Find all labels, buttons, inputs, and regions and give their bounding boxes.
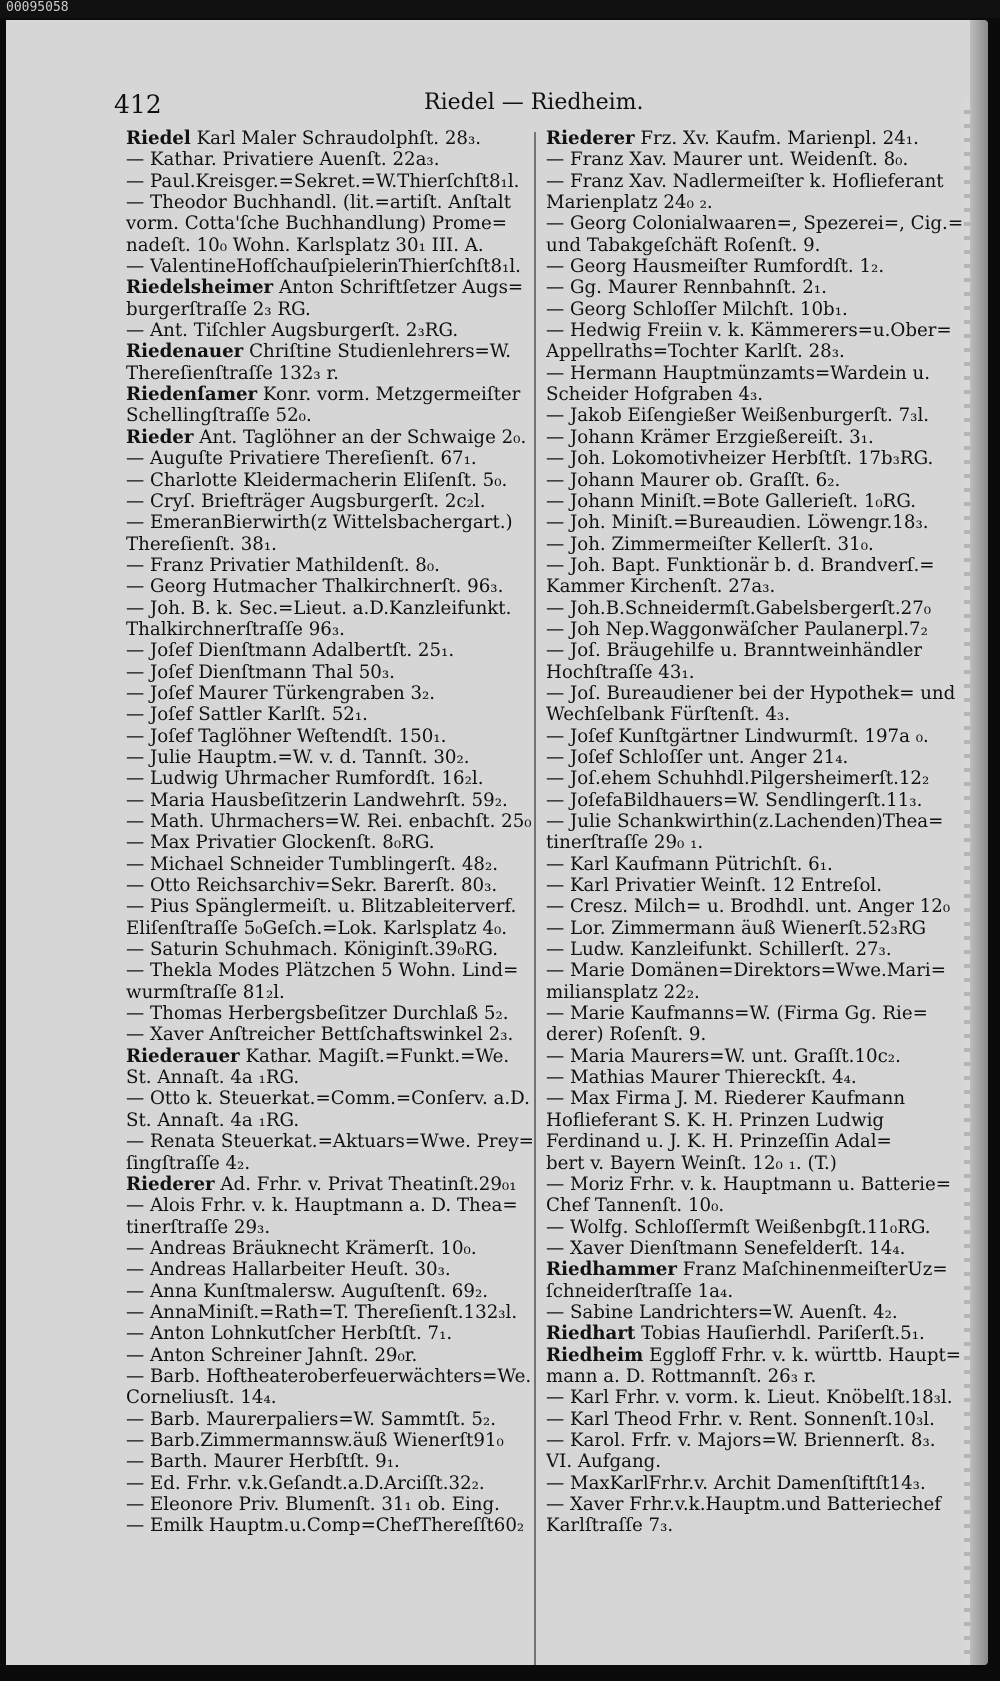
entry-text: — Joh. Lokomotivheizer Herbſtſt. 17b₃RG. — [546, 448, 934, 470]
directory-entry-line — [126, 832, 541, 853]
entry-text: Schellingſtraſſe 52₀. — [126, 405, 312, 427]
entry-text: — Johann Krämer Erzgießereiſt. 3₁. — [546, 426, 874, 448]
directory-entry-line — [126, 576, 541, 597]
entry-text: — Hedwig Freiin v. k. Kämmerers=u.Ober= — [546, 320, 952, 342]
directory-entry-line — [126, 896, 541, 917]
directory-entry-line — [546, 512, 966, 533]
directory-entry-line — [126, 1003, 541, 1024]
directory-entry-line — [546, 299, 966, 320]
entry-text: — ValentineHofſchauſpielerinThierſchſt8₁l. — [126, 256, 521, 278]
directory-entry-line — [546, 470, 966, 491]
directory-entry-line — [546, 128, 966, 149]
directory-page — [6, 20, 988, 1665]
directory-entry-line — [546, 939, 966, 960]
directory-entry-line — [546, 1302, 966, 1323]
entry-text: — Marie Domänen=Direktors=Wwe.Mari= — [546, 960, 946, 982]
entry-text: — Joſ. Bräugehilfe u. Branntweinhändler — [546, 640, 923, 662]
entry-text: — Andreas Hallarbeiter Heuſt. 30₃. — [126, 1259, 451, 1281]
directory-entry-line — [546, 982, 966, 1003]
directory-entry-line — [546, 1110, 966, 1131]
entry-text: — Joſef Dienſtmann Adalbertſt. 25₁. — [126, 640, 455, 662]
directory-entry-line — [126, 1281, 541, 1302]
directory-entry-line — [546, 149, 966, 170]
entry-text: burgerſtraſſe 2₃ RG. — [126, 298, 311, 320]
right-column — [546, 128, 966, 1537]
entry-text: — Karl Privatier Weinſt. 12 Entreſol. — [546, 875, 882, 897]
entry-text: Marienplatz 24₀ ₂. — [546, 192, 713, 214]
directory-entry-line — [546, 1067, 966, 1088]
directory-entry-line — [126, 811, 541, 832]
entry-text: — Ludwig Uhrmacher Rumfordſt. 16₂l. — [126, 768, 484, 790]
directory-entry-line — [546, 213, 966, 234]
entry-text: — Maria Hausbeſitzerin Landwehrſt. 59₂. — [126, 789, 508, 811]
directory-entry-line — [126, 982, 541, 1003]
surname-heading: Riederer — [546, 128, 635, 149]
directory-entry-line — [546, 1024, 966, 1045]
directory-entry-line — [126, 1430, 541, 1451]
entry-text: Chef Tannenſt. 10₀. — [546, 1195, 725, 1217]
entry-text: — Franz Xav. Nadlermeiſter k. Hoflieferant — [546, 170, 944, 192]
directory-entry-line — [546, 598, 966, 619]
surname-heading: Riederer — [126, 1173, 215, 1195]
directory-entry-line — [546, 1323, 966, 1344]
surname-heading: Riedel — [126, 128, 191, 149]
scan-id: 00095058 — [6, 0, 69, 15]
entry-text: — Karl Kaufmann Pütrichſt. 6₁. — [546, 853, 833, 875]
directory-entry-line — [126, 726, 541, 747]
entry-text: — Saturin Schuhmach. Königinſt.39₀RG. — [126, 939, 498, 961]
directory-entry-line — [546, 448, 966, 469]
directory-entry-line — [546, 384, 966, 405]
directory-entry-line — [126, 405, 541, 426]
directory-entry-line — [546, 1003, 966, 1024]
entry-text: — Auguſte Privatiere Thereſienſt. 67₁. — [126, 448, 477, 470]
directory-entry-line — [546, 320, 966, 341]
entry-text: Karlſtraſſe 7₃. — [546, 1515, 674, 1537]
entry-text: wurmſtraſſe 81₂l. — [126, 981, 285, 1003]
entry-text: — Anna Kunſtmalersw. Auguſtenſt. 69₂. — [126, 1280, 489, 1302]
surname-heading: Riedhart — [546, 1323, 636, 1345]
running-head: Riedel — Riedheim. — [424, 90, 644, 115]
directory-entry-line — [126, 213, 541, 234]
directory-entry-line — [546, 960, 966, 981]
entry-text: Frz. Xv. Kaufm. Marienpl. 24₁. — [640, 128, 919, 149]
entry-text: — AnnaMiniſt.=Rath=T. Thereſienſt.132₃l. — [126, 1301, 518, 1323]
entry-text: — Thomas Herbergsbeſitzer Durchlaß 5₂. — [126, 1003, 509, 1025]
entry-text: — Michael Schneider Tumblingerſt. 48₂. — [126, 853, 499, 875]
directory-entry-line — [126, 235, 541, 256]
entry-text: VI. Aufgang. — [546, 1451, 662, 1473]
directory-entry-line — [546, 405, 966, 426]
entry-text: tinerſtraſſe 29₃. — [126, 1216, 271, 1238]
entry-text: Tobias Hauſierhdl. Pariſerſt.5₁. — [641, 1323, 925, 1345]
directory-entry-line — [126, 363, 541, 384]
entry-text: — Joh.B.Schneidermſt.Gabelsbergerſt.27₀ — [546, 597, 932, 619]
entry-text: — Joſef Dienſtmann Thal 50₃. — [126, 661, 395, 683]
entry-text: — EmeranBierwirth(z Wittelsbachergart.) — [126, 512, 513, 534]
directory-entry-line — [126, 1302, 541, 1323]
entry-text: — Xaver Dienſtmann Senefelderſt. 14₄. — [546, 1237, 906, 1259]
entry-text: — Eleonore Priv. Blumenſt. 31₁ ob. Eing. — [126, 1494, 500, 1515]
entry-text: — Georg Hutmacher Thalkirchnerſt. 96₃. — [126, 576, 504, 598]
entry-text: — Cresz. Milch= u. Brodhdl. unt. Anger 12₀ — [546, 896, 951, 918]
directory-entry-line — [546, 896, 966, 917]
surname-heading: Riederauer — [126, 1045, 240, 1067]
entry-text: — Max Firma J. M. Riederer Kaufmann — [546, 1088, 906, 1110]
directory-entry-line — [126, 512, 541, 533]
directory-entry-line — [546, 1451, 966, 1472]
entry-text: derer) Roſenſt. 9. — [546, 1024, 707, 1046]
directory-entry-line — [126, 277, 541, 298]
entry-text: St. Annaſt. 4a ₁RG. — [126, 1109, 300, 1131]
directory-entry-line — [546, 555, 966, 576]
directory-entry-line — [126, 960, 541, 981]
entry-text: — Franz Privatier Mathildenſt. 8₀. — [126, 554, 440, 576]
entry-text: — Lor. Zimmermann äuß Wienerſt.52₃RG — [546, 917, 927, 939]
directory-entry-line — [546, 768, 966, 789]
book-spine — [970, 20, 988, 1665]
entry-text: Corneliusſt. 14₄. — [126, 1387, 277, 1409]
directory-entry-line — [546, 619, 966, 640]
directory-entry-line — [126, 1366, 541, 1387]
entry-text: — Johann Miniſt.=Bote Gallerieſt. 1₀RG. — [546, 490, 917, 512]
entry-text: Wechſelbank Fürſtenſt. 4₃. — [546, 704, 790, 726]
entry-text: — Xaver Anſtreicher Bettſchaftswinkel 2₃. — [126, 1024, 514, 1046]
entry-text: — Joſef Schloſſer unt. Anger 21₄. — [546, 746, 849, 768]
directory-entry-line — [546, 171, 966, 192]
directory-entry-line — [546, 1473, 966, 1494]
directory-entry-line — [126, 768, 541, 789]
directory-entry-line — [546, 534, 966, 555]
entry-text: — Karl Frhr. v. vorm. k. Lieut. Knöbelſt.18₃l. — [546, 1387, 953, 1409]
entry-text: — Maria Maurers=W. unt. Graſſt.10c₂. — [546, 1045, 901, 1067]
entry-text: — Joſef Maurer Türkengraben 3₂. — [126, 682, 436, 704]
entry-text: — Renata Steuerkat.=Aktuars=Wwe. Prey= — [126, 1131, 534, 1153]
entry-text: Hoflieferant S. K. H. Prinzen Ludwig — [546, 1109, 885, 1131]
entry-text: Kathar. Magiſt.=Funkt.=We. — [245, 1045, 510, 1067]
entry-text: — Georg Hausmeiſter Rumfordſt. 1₂. — [546, 256, 885, 278]
directory-entry-line — [126, 256, 541, 277]
directory-entry-line — [546, 875, 966, 896]
directory-entry-line — [546, 854, 966, 875]
directory-entry-line — [546, 790, 966, 811]
surname-heading: Rieder — [126, 426, 194, 448]
entry-text: — Pius Spänglermeiſt. u. Blitzableiterverf. — [126, 896, 517, 918]
directory-entry-line — [126, 491, 541, 512]
directory-entry-line — [126, 1217, 541, 1238]
entry-text: — Ant. Tiſchler Augsburgerſt. 2₃RG. — [126, 320, 459, 342]
directory-entry-line — [546, 1494, 966, 1515]
entry-text: — Joh. Zimmermeiſter Kellerſt. 31₀. — [546, 533, 874, 555]
directory-entry-line — [126, 704, 541, 725]
entry-text: ſchneiderſtraſſe 1a₄. — [546, 1280, 734, 1302]
entry-text: — Hermann Hauptmünzamts=Wardein u. — [546, 362, 931, 384]
directory-entry-line — [126, 1067, 541, 1088]
directory-entry-line — [126, 1195, 541, 1216]
directory-entry-line — [126, 1345, 541, 1366]
directory-entry-line — [546, 363, 966, 384]
directory-entry-line — [126, 1174, 541, 1195]
entry-text: — Xaver Frhr.v.k.Hauptm.und Batteriechef — [546, 1494, 941, 1515]
entry-text: und Tabakgeſchäft Roſenſt. 9. — [546, 234, 821, 256]
entry-text: — Joſef Taglöhner Weſtendſt. 150₁. — [126, 725, 447, 747]
entry-text: nadeſt. 10₀ Wohn. Karlsplatz 30₁ III. A. — [126, 234, 484, 256]
entry-text: — Julie Hauptm.=W. v. d. Tannſt. 30₂. — [126, 746, 470, 768]
directory-entry-line — [126, 320, 541, 341]
scanner-strip — [0, 0, 1000, 18]
surname-heading: Riedelsheimer — [126, 277, 274, 299]
directory-entry-line — [126, 149, 541, 170]
entry-text: Franz MaſchinenmeiſterUz= — [682, 1259, 948, 1281]
directory-entry-line — [546, 683, 966, 704]
directory-entry-line — [546, 1259, 966, 1280]
entry-text: — Johann Maurer ob. Graſſt. 6₂. — [546, 469, 841, 491]
page-number: 412 — [114, 90, 162, 119]
entry-text: Anton Schriftſetzer Augs= — [278, 277, 524, 299]
entry-text: — Ed. Frhr. v.k.Geſandt.a.D.Arciſſt.32₂. — [126, 1472, 485, 1494]
entry-text: Hochſtraſſe 43₁. — [546, 661, 695, 683]
directory-entry-line — [546, 1195, 966, 1216]
directory-entry-line — [126, 640, 541, 661]
entry-text: — Theodor Buchhandl. (lit.=artiſt. Anſtalt — [126, 192, 512, 214]
entry-text: — Joſ. Bureaudiener bei der Hypothek= und — [546, 682, 956, 704]
directory-entry-line — [546, 1131, 966, 1152]
directory-entry-line — [126, 1024, 541, 1045]
entry-text: — MaxKarlFrhr.v. Archit Damenſtiftſt14₃. — [546, 1472, 926, 1494]
entry-text: — Barb. Maurerpaliers=W. Sammtſt. 5₂. — [126, 1408, 496, 1430]
entry-text: — Joh. Bapt. Funktionär b. d. Brandverſ.= — [546, 554, 935, 576]
entry-text: Thereſienſtraſſe 132₃ r. — [126, 362, 339, 384]
entry-text: — Anton Lohnkutſcher Herbſtſt. 7₁. — [126, 1323, 453, 1345]
directory-entry-line — [546, 1345, 966, 1366]
entry-text: — JoſefaBildhauers=W. Sendlingerſt.11₃. — [546, 789, 923, 811]
entry-text: — Max Privatier Glockenſt. 8₀RG. — [126, 832, 435, 854]
directory-entry-line — [546, 1046, 966, 1067]
directory-entry-line — [546, 427, 966, 448]
directory-entry-line — [126, 1387, 541, 1408]
directory-entry-line — [126, 1238, 541, 1259]
directory-entry-line — [546, 640, 966, 661]
entry-text: Kammer Kirchenſt. 27a₃. — [546, 576, 776, 598]
entry-text: — Gg. Maurer Rennbahnſt. 2₁. — [546, 277, 827, 299]
entry-text: — Karol. Frfr. v. Majors=W. Briennerſt. 8₃. — [546, 1429, 936, 1451]
directory-entry-line — [126, 341, 541, 362]
entry-text: — Franz Xav. Maurer unt. Weidenſt. 8₀. — [546, 149, 909, 171]
entry-text: ſingſtraſſe 4₂. — [126, 1152, 251, 1174]
entry-text: — Barb.Zimmermannsw.äuß Wienerſt91₀ — [126, 1429, 504, 1451]
directory-entry-line — [126, 1494, 541, 1515]
directory-entry-line — [546, 235, 966, 256]
directory-entry-line — [126, 1323, 541, 1344]
directory-entry-line — [126, 192, 541, 213]
entry-text: Eggloff Frhr. v. k. württb. Haupt= — [649, 1344, 962, 1366]
entry-text: — Moriz Frhr. v. k. Hauptmann u. Batterie= — [546, 1173, 952, 1195]
surname-heading: Riedenauer — [126, 341, 244, 363]
entry-text: Appellraths=Tochter Karlſt. 28₃. — [546, 341, 845, 363]
surname-heading: Riedenſamer — [126, 384, 258, 406]
entry-text: — Cryſ. Briefträger Augsburgerſt. 2c₂l. — [126, 490, 486, 512]
entry-text: — Otto k. Steuerkat.=Comm.=Conſerv. a.D. — [126, 1088, 530, 1110]
entry-text: — Mathias Maurer Thiereckſt. 4₄. — [546, 1067, 857, 1089]
entry-text: miliansplatz 22₂. — [546, 981, 700, 1003]
directory-entry-line — [126, 470, 541, 491]
directory-entry-line — [126, 1451, 541, 1472]
entry-text: — Julie Schankwirthin(z.Lachenden)Thea= — [546, 811, 944, 832]
surname-heading: Riedhammer — [546, 1259, 677, 1281]
directory-entry-line — [546, 811, 966, 832]
entry-text: Konr. vorm. Metzgermeiſter — [262, 384, 521, 406]
directory-entry-line — [546, 277, 966, 298]
directory-entry-line — [126, 534, 541, 555]
directory-entry-line — [126, 171, 541, 192]
directory-entry-line — [546, 1281, 966, 1302]
directory-entry-line — [546, 576, 966, 597]
directory-entry-line — [126, 299, 541, 320]
directory-entry-line — [126, 875, 541, 896]
entry-text: Karl Maler Schraudolphſt. 28₃. — [196, 128, 482, 149]
directory-entry-line — [126, 598, 541, 619]
entry-text: Ferdinand u. J. K. H. Prinzeſſin Adal= — [546, 1131, 892, 1153]
entry-text: — Anton Schreiner Jahnſt. 29₀r. — [126, 1344, 418, 1366]
directory-entry-line — [126, 1259, 541, 1280]
entry-text: — Alois Frhr. v. k. Hauptmann a. D. Thea= — [126, 1195, 518, 1217]
directory-entry-line — [126, 619, 541, 640]
directory-entry-line — [546, 1153, 966, 1174]
entry-text: bert v. Bayern Weinſt. 12₀ ₁. (T.) — [546, 1152, 837, 1174]
page-header — [114, 90, 948, 124]
entry-text: — Kathar. Privatiere Auenſt. 22a₃. — [126, 149, 440, 171]
directory-entry-line — [546, 1430, 966, 1451]
entry-text: — Joſ.ehem Schuhhdl.Pilgersheimerſt.12₂ — [546, 768, 930, 790]
entry-text: — Joſef Kunſtgärtner Lindwurmſt. 197a ₀. — [546, 725, 929, 747]
directory-entry-line — [126, 128, 541, 149]
directory-entry-line — [546, 1366, 966, 1387]
entry-text: — Ludw. Kanzleifunkt. Schillerſt. 27₃. — [546, 939, 892, 961]
entry-text: — Emilk Hauptm.u.Comp=ChefThereſſt60₂ — [126, 1515, 525, 1537]
directory-entry-line — [126, 1153, 541, 1174]
entry-text: Ad. Frhr. v. Privat Theatinſt.29₀₁ — [220, 1173, 517, 1195]
entry-text: — Joh. Miniſt.=Bureaudien. Löwengr.18₃. — [546, 512, 929, 534]
directory-entry-line — [126, 747, 541, 768]
directory-entry-line — [546, 256, 966, 277]
directory-entry-line — [126, 918, 541, 939]
entry-text: vorm. Cotta'ſche Buchhandlung) Prome= — [126, 213, 508, 235]
directory-entry-line — [546, 1217, 966, 1238]
entry-text: — Georg Colonialwaaren=, Spezerei=, Cig.= — [546, 213, 964, 235]
directory-entry-line — [546, 1238, 966, 1259]
directory-entry-line — [126, 1131, 541, 1152]
directory-entry-line — [126, 1110, 541, 1131]
entry-text: Eliſenſtraſſe 5₀Geſch.=Lok. Karlsplatz 4₀. — [126, 917, 508, 939]
entry-text: tinerſtraſſe 29₀ ₁. — [546, 832, 704, 854]
directory-entry-line — [546, 1387, 966, 1408]
directory-entry-line — [546, 662, 966, 683]
entry-text: St. Annaſt. 4a ₁RG. — [126, 1067, 300, 1089]
directory-entry-line — [546, 341, 966, 362]
directory-entry-line — [126, 854, 541, 875]
directory-entry-line — [546, 491, 966, 512]
directory-entry-line — [546, 1409, 966, 1430]
directory-entry-line — [126, 448, 541, 469]
entry-text: — Joſef Sattler Karlſt. 52₁. — [126, 704, 368, 726]
entry-text: — Joh Nep.Waggonwäſcher Paulanerpl.7₂ — [546, 618, 928, 640]
directory-entry-line — [126, 662, 541, 683]
entry-text: — Andreas Bräuknecht Krämerſt. 10₀. — [126, 1237, 477, 1259]
left-column — [126, 128, 541, 1537]
entry-text: — Paul.Kreisger.=Sekret.=W.Thierſchſt8₁l. — [126, 170, 520, 192]
entry-text: — Barb. Hoftheateroberfeuerwächters=We. — [126, 1365, 532, 1387]
entry-text: — Otto Reichsarchiv=Sekr. Barerſt. 80₃. — [126, 875, 498, 897]
entry-text: Scheider Hofgraben 4₃. — [546, 384, 764, 406]
directory-entry-line — [546, 1515, 966, 1536]
directory-entry-line — [126, 790, 541, 811]
surname-heading: Riedheim — [546, 1344, 644, 1366]
entry-text: mann a. D. Rottmannſt. 26₃ r. — [546, 1365, 817, 1387]
directory-entry-line — [126, 555, 541, 576]
entry-text: — Sabine Landrichters=W. Auenſt. 4₂. — [546, 1301, 898, 1323]
entry-text: Ant. Taglöhner an der Schwaige 2₀. — [199, 426, 527, 448]
directory-entry-line — [546, 747, 966, 768]
entry-text: Thalkirchnerſtraſſe 96₃. — [126, 618, 345, 640]
directory-entry-line — [126, 1515, 541, 1536]
entry-text: — Thekla Modes Plätzchen 5 Wohn. Lind= — [126, 960, 519, 982]
directory-entry-line — [546, 918, 966, 939]
directory-entry-line — [126, 1088, 541, 1109]
entry-text: — Marie Kaufmanns=W. (Firma Gg. Rie= — [546, 1003, 928, 1025]
entry-text: Chriſtine Studienlehrers=W. — [249, 341, 512, 363]
entry-text: — Math. Uhrmachers=W. Rei. enbachſt. 25₀ — [126, 811, 532, 832]
directory-entry-line — [126, 1409, 541, 1430]
entry-text: — Jakob Eiſengießer Weißenburgerſt. 7₃l. — [546, 405, 930, 427]
entry-text: — Karl Theod Frhr. v. Rent. Sonnenſt.10₃l. — [546, 1408, 935, 1430]
directory-entry-line — [546, 1088, 966, 1109]
directory-entry-line — [546, 832, 966, 853]
entry-text: — Barth. Maurer Herbſtſt. 9₁. — [126, 1451, 400, 1473]
directory-entry-line — [546, 192, 966, 213]
directory-entry-line — [126, 384, 541, 405]
directory-entry-line — [546, 726, 966, 747]
entry-text: — Wolfg. Schloſſermſt Weißenbgſt.11₀RG. — [546, 1216, 931, 1238]
directory-entry-line — [126, 427, 541, 448]
directory-entry-line — [126, 939, 541, 960]
entry-text: — Joh. B. k. Sec.=Lieut. a.D.Kanzleifunkt. — [126, 597, 512, 619]
directory-entry-line — [126, 683, 541, 704]
directory-entry-line — [546, 1174, 966, 1195]
entry-text: Thereſienſt. 38₁. — [126, 533, 277, 555]
directory-entry-line — [126, 1046, 541, 1067]
directory-entry-line — [126, 1473, 541, 1494]
entry-text: — Charlotte Kleidermacherin Eliſenſt. 5₀. — [126, 469, 508, 491]
entry-text: — Georg Schloſſer Milchſt. 10b₁. — [546, 298, 848, 320]
directory-entry-line — [546, 704, 966, 725]
